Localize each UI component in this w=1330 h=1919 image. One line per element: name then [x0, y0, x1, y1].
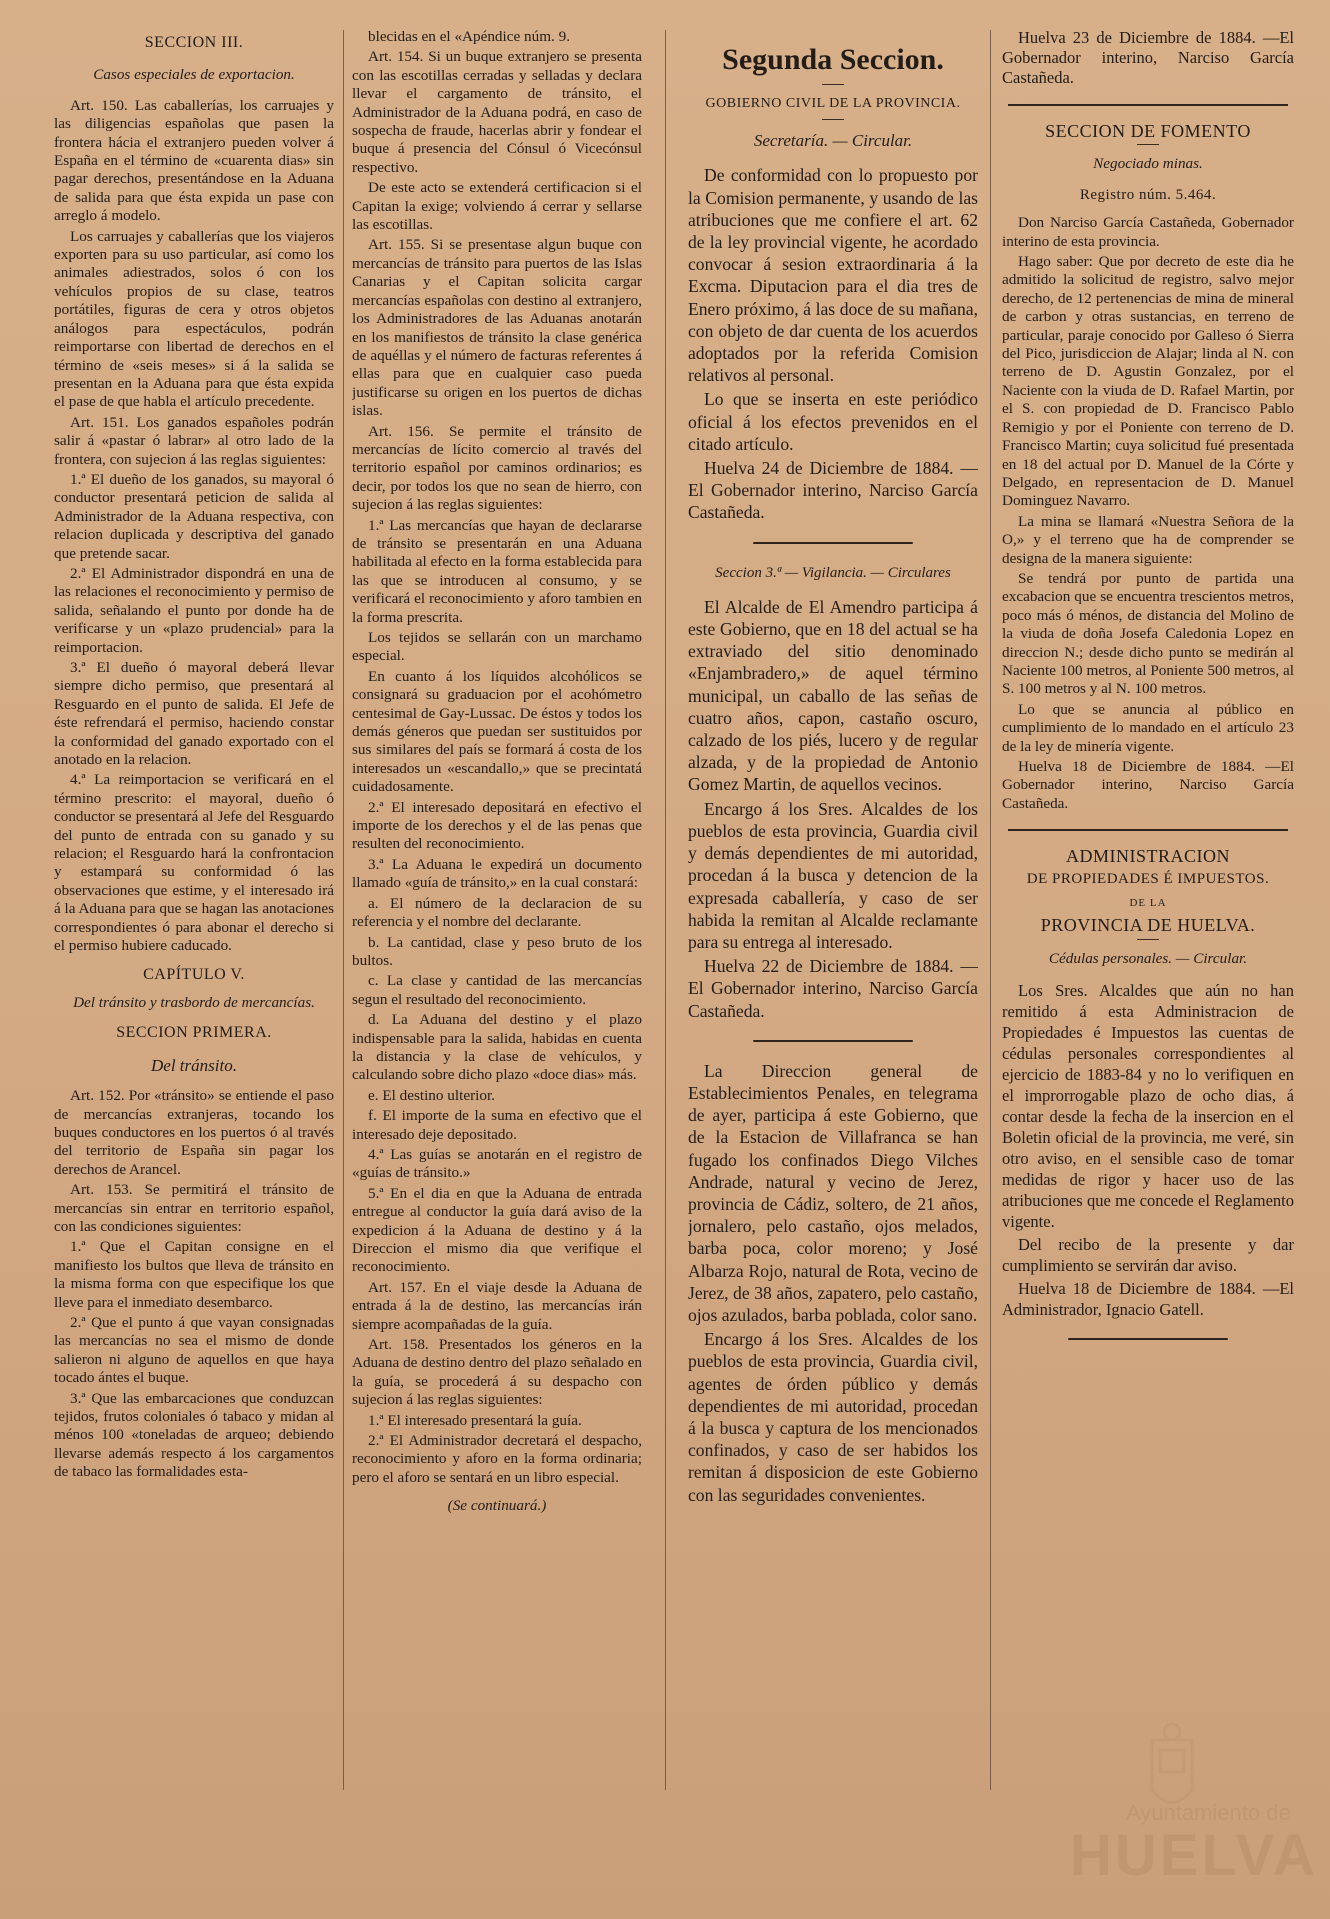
column-1 [54, 28, 334, 1808]
divider [822, 119, 844, 120]
paragraph: 1.ª Las mercancías que hayan de declararse de tránsito se presentarán en una Aduana habilitada al efecto en la forma establecida para las que se introducen al consumo, y se verificará el reconocimiento y aforo tambien en la forma prescrita. [352, 516, 642, 626]
circular-heading: Seccion 3.ª — Vigilancia. — Circulares [715, 564, 951, 581]
paragraph: Lo que se inserta en este periódico oficial á los efectos prevenidos en el citado artículo. [688, 389, 978, 454]
column-3 [688, 28, 978, 1808]
section-heading: Segunda Seccion. [722, 43, 944, 76]
separator [1008, 829, 1288, 831]
article-block [352, 28, 642, 1487]
continued-note: (Se continuará.) [447, 1497, 547, 1515]
paragraph: De conformidad con lo propuesto por la Comision permanente, y usando de las atribuciones que me confiere el art. 62 de la ley provincial vigente, he acordado convocar á sesion extraordinaria á la Excma. Diputacion para el dia tres de Enero próximo, á las doce de su mañana, con objeto de dar cuenta de los acuerdos adoptados por la referida Comision relativos al personal. [688, 165, 978, 386]
paragraph: La mina se llamará «Nuestra Señora de la O,» y el terreno que ha de comprender se designa de la manera siguiente: [1002, 512, 1294, 567]
circular-heading: Secretaría. — Circular. [753, 131, 913, 151]
registro-heading: Registro núm. 5.464. [1079, 186, 1217, 203]
paragraph: Lo que se anuncia al público en cumplimiento de lo mandado en el artículo 23 de la ley de minería vigente. [1002, 700, 1294, 755]
notice-block [688, 1060, 978, 1506]
paragraph: Del recibo de la presente y dar cumplimiento se servirán dar aviso. [1002, 1235, 1294, 1276]
notice-block [1002, 980, 1294, 1320]
section-subtitle: Casos especiales de exportacion. [93, 66, 295, 84]
article-block [54, 1087, 334, 1482]
paragraph: 1.ª El interesado presentará la guía. [368, 1411, 582, 1429]
paragraph: Se tendrá por punto de partida una excabacion que se encuentra trescientos metros, poco más ó ménos, de distancia del Molino de la viuda de doña Josefa Caledonia Lopez en direccion N.; desde dicho punto se medirán al Naciente 100 metros, al Poniente 500 metros, al S. 100 metros y al N. 100 metros. [1002, 569, 1294, 698]
paragraph: Los tejidos se sellarán con un marchamo especial. [352, 629, 642, 665]
paragraph: b. La cantidad, clase y peso bruto de los bultos. [352, 933, 642, 969]
paragraph: En cuanto á los líquidos alcohólicos se consignará su graduacion por el acohómetro centesimal de Gay-Lussac. De éstos y todos los demás géneros que puedan ser sustituidos por sus similares del país se formará á costa de los interesados un «escandallo,» que se precintatá cuidadosamente. [352, 667, 642, 796]
notice-block [688, 596, 978, 1022]
paragraph: Los carruajes y caballerías que los viajeros exporten para su uso particular, así como los animales adiestrados, solos ó con los vehículos propios de su clase, teatros portátiles, figuras de cera y otros objetos análogos para espectáculos, podrán reimportarse con libertad de derechos en el término de «seis meses» si á la salida se presentan en la Aduana para que ésta expida el pase de que habla el artículo precedente. [54, 227, 334, 411]
watermark-caption: Ayuntamiento de [1126, 1800, 1291, 1825]
paragraph: Art. 152. Por «tránsito» se entiende el paso de mercancías extranjeras, tocando los buques conductores en los puertos ó al través del territorio de España sin pagar los derechos de Arancel. [54, 1087, 334, 1178]
admin-heading: ADMINISTRACION [1066, 846, 1230, 867]
paragraph: Hago saber: Que por decreto de este dia he admitido la solicitud de registro, salvo mejor derecho, de 12 pertenencias de mina de mineral de carbon y otras sustancias, en terreno de particular, paraje conocido por Galleso ó Sierra del Pico, jurisdiccion de Alajar; linda al N. con terreno de D. Agustin Gonzalez, por el Naciente con la viuda de D. Rafael Martin, por el S. con propiedad de D. Francisco Pablo Remigio y por el Poniente con terreno de D. Francisco Martin; cuya solicitud fué presentada en 18 del actual por D. Manuel de la Córte y Delgado, en representacion de D. Manuel Dominguez Navarro. [1002, 253, 1294, 510]
government-heading: GOBIERNO CIVIL DE LA PROVINCIA. [705, 96, 961, 111]
paragraph: Art. 157. En el viaje desde la Aduana de entrada á la de destino, las mercancías irán siempre acompañadas de la guía. [352, 1278, 642, 1333]
paragraph: 2.ª El interesado depositará en efectivo el importe de los derechos y el de las penas que resulten del reconocimiento. [352, 798, 642, 853]
watermark-huelva: HUELVA [1070, 1823, 1318, 1888]
paragraph: 2.ª El Administrador dispondrá en una de las relaciones el reconocimiento y permiso de salida, señalando el punto por donde ha de verificarse y un «plazo prudencial» para la reimportacion. [54, 564, 334, 656]
separator [753, 1040, 913, 1042]
paragraph: Art. 155. Si se presentase algun buque con mercancías de tránsito para puertos de las Islas Canarias y el Capitan solicita cargar mercancías españolas con destino al extranjero, los Administradores de las Aduanas anotarán en los manifiestos de tránsito la clase genérica de aquéllas y el número de facturas referentes á ellas para que en cualquier caso pueda justificarse su origen en los puertos de dichas islas. [352, 236, 642, 420]
column-rule [343, 30, 344, 1790]
paragraph: e. El destino ulterior. [368, 1086, 495, 1104]
paragraph: 3.ª El dueño ó mayoral deberá llevar siempre dicho permiso, que presentará al Resguardo en el punto de salida. El Jefe de éste refrendará el permiso, haciendo constar la conformidad del ganado exportado con el anotado en la relacion. [54, 659, 334, 769]
paragraph: Art. 156. Se permite el tránsito de mercancías de lícito comercio al través del territorio español por caminos ordinarios; es decir, por todos los que no sean de hierro, con sujecion á las reglas siguientes: [352, 422, 642, 514]
paragraph: Art. 158. Presentados los géneros en la Aduana de destino dentro del plazo señalado en la guía, se procederá á su despacho con sujecion á las reglas siguientes: [352, 1336, 642, 1409]
separator [1068, 1338, 1228, 1340]
paragraph: 3.ª La Aduana le expedirá un documento llamado «guía de tránsito,» en la cual constará: [352, 855, 642, 892]
paragraph: Encargo á los Sres. Alcaldes de los pueblos de esta provincia, Guardia civil y demás dependientes de mi autoridad, procedan á la busca y detencion de la expresada caballería, y caso de ser habida la remitan al Alcalde reclamante para su entrega al interesado. [688, 798, 978, 952]
notice-block [1002, 214, 1294, 813]
chapter-subtitle: Del tránsito y trasbordo de mercancías. [73, 993, 315, 1011]
paragraph: 5.ª En el dia en que la Aduana de entrada entregue al conductor la guía dará aviso de la expedicion á la Aduana de destino y á la Direccion el mismo dia que verifique el reconocimiento. [352, 1184, 642, 1276]
paragraph: Huelva 18 de Diciembre de 1884. —El Administrador, Ignacio Gatell. [1002, 1279, 1294, 1320]
divider [1137, 939, 1159, 940]
cedulas-heading: Cédulas personales. — Circular. [1048, 949, 1248, 967]
paragraph: Encargo á los Sres. Alcaldes de los pueblos de esta provincia, Guardia civil, agentes de órden público y demás dependientes de mi autoridad, procedan á la busca y captura de los mencionados confinados, y caso de ser habidos los remitan á disposicion de este Gobierno con las seguridades convenientes. [688, 1329, 978, 1505]
paragraph: Huelva 24 de Diciembre de 1884. —El Gobernador interino, Narciso García Castañeda. [688, 458, 978, 523]
paragraph: 3.ª Que las embarcaciones que conduzcan tejidos, frutos coloniales ó tabaco y midan al ménos 100 «toneladas de arqueo; debiendo llevarse además respecto á los cargamentos de tabaco las formalidades esta- [54, 1389, 334, 1481]
divider [1137, 144, 1159, 145]
paragraph: 2.ª El Administrador decretará el despacho, reconocimiento y aforo en la forma ordinaria; pero el aforo se sentará en un libro especial. [352, 1432, 642, 1486]
paragraph: f. El importe de la suma en efectivo que el interesado deje depositado. [352, 1107, 642, 1143]
separator [1008, 104, 1288, 106]
column-rule [665, 30, 666, 1790]
paragraph: Huelva 22 de Diciembre de 1884. —El Gobernador interino, Narciso García Castañeda. [688, 956, 978, 1021]
paragraph: 1.ª El dueño de los ganados, su mayoral ó conductor presentará peticion de salida al Administrador de la Aduana respectiva, con relacion duplicada y descriptiva del ganado que pretende sacar. [54, 470, 334, 562]
paragraph: blecidas en el «Apéndice núm. 9. [368, 28, 571, 45]
paragraph: Art. 154. Si un buque extranjero se presenta con las escotillas cerradas y selladas y declara llevar el cargamento de tránsito, el Administrador de la Aduana podrá, en caso de sospecha de fraude, hacerlas abrir y fondear el buque á presencia del Cónsul ó Vicecónsul respectivo. [352, 48, 642, 176]
paragraph: a. El número de la declaracion de su referencia y el nombre del declarante. [352, 894, 642, 931]
chapter-title: CAPÍTULO V. [143, 965, 245, 983]
paragraph: Art. 151. Los ganados españoles podrán salir á «pastar ó labrar» al otro lado de la frontera, con sujecion á las reglas siguientes: [54, 413, 334, 468]
paragraph: Huelva 18 de Diciembre de 1884. —El Gobernador interino, Narciso García Castañeda. [1002, 758, 1294, 812]
section-title: SECCION III. [144, 34, 244, 51]
paragraph: Don Narciso García Castañeda, Gobernador interino de esta provincia. [1002, 214, 1294, 250]
paragraph: Art. 150. Las caballerías, los carruajes y las diligencias españolas que pasen la frontera hácia el extranjero pueden volver á España en el término de «cuarenta dias» sin pagar derechos, presentándose en la Aduana de salida para que ésta expida un pase con arreglo á modelo. [54, 96, 334, 225]
paragraph: 1.ª Que el Capitan consigne en el manifiesto los bultos que lleva de tránsito en la misma forma con que especifique los que lleve para el inmediato desembarco. [54, 1238, 334, 1311]
fomento-heading: SECCION DE FOMENTO [1045, 121, 1251, 141]
negociado-heading: Negociado minas. [1093, 155, 1203, 173]
paragraph: c. La clase y cantidad de las mercancías segun el resultado del reconocimiento. [352, 972, 642, 1008]
section-subtitle: Del tránsito. [151, 1055, 237, 1075]
article-block [54, 97, 334, 956]
admin-heading: PROVINCIA DE HUELVA. [1040, 915, 1256, 936]
notice-block [688, 164, 978, 523]
paragraph: 2.ª Que el punto á que vayan consignadas las mercancías no sea el mismo de donde salieron ni alguno de aquellos en que haya tocado ántes el buque. [54, 1314, 334, 1387]
paragraph: Los Sres. Alcaldes que aún no han remitido á esta Administracion de Propiedades é Impuestos las cuentas de cédulas personales correspondientes al ejercicio de 1883-84 y no lo verifiquen en el improrrogable plazo de ocho dias, á contar desde la fecha de la insercion en el Boletin oficial de la provincia, me veré, sin otro aviso, en el sensible caso de tomar medidas de rigor y hacer uso de las atribuciones que me concede el Reglamento vigente. [1002, 981, 1294, 1232]
paragraph: d. La Aduana del destino y el plazo indispensable para la salida, habidas en cuenta la distancia y la clase de vehículos, y calculando sobre dicho plazo «doce dias» más. [352, 1011, 642, 1084]
admin-heading: DE PROPIEDADES É IMPUESTOS. [1026, 870, 1270, 887]
paragraph: El Alcalde de El Amendro participa á este Gobierno, que en 18 del actual se ha extraviado del sitio denominado «Enjambradero,» de aquel término municipal, un caballo de las señas de cuatro años, capon, castaño oscuro, calzado de los piés, lucero y de regular alzada, y de la propiedad de Antonio Gomez Martin, de aquellos vecinos. [688, 596, 978, 795]
paragraph: 4.ª La reimportacion se verificará en el término prescrito: el mayoral, dueño ó conductor se presentará al Jefe del Resguardo del punto de entrada con su ganado y su relacion; el Resguardo hará la confrontacion y estampará su conformidad ó las observaciones que estime, y el interesado irá á la Aduana para que se hagan las anotaciones correspondientes ó para abonar el derecho si el permiso hubiere caducado. [54, 771, 334, 955]
paragraph: 4.ª Las guías se anotarán en el registro de «guías de tránsito.» [352, 1145, 642, 1182]
paragraph: Art. 153. Se permitirá el tránsito de mercancías sin entrar en territorio español, con las condiciones siguientes: [54, 1181, 334, 1235]
column-rule [990, 30, 991, 1790]
admin-heading: DE LA [1129, 897, 1167, 910]
signature-paragraph: Huelva 23 de Diciembre de 1884. —El Gobernador interino, Narciso García Castañeda. [1002, 28, 1294, 87]
divider [822, 84, 844, 85]
section-title: SECCION PRIMERA. [116, 1024, 272, 1042]
column-4 [1002, 28, 1294, 1788]
separator [753, 542, 913, 544]
paragraph: De este acto se extenderá certificacion si el Capitan la exige; volviendo á cerrar y sellarse las escotillas. [352, 179, 642, 234]
paragraph: La Direccion general de Establecimientos Penales, en telegrama de ayer, participa á este Gobierno, que de la Estacion de Villafranca se han fugado los confinados Diego Vilches Andrade, natural y vecino de Jerez, provincia de Cádiz, soltero, de 21 años, jornalero, pelo castaño, ojos melados, barba poca, color moreno; y José Albarza Rojo, natural de Rota, vecino de Jerez, de 38 años, zapatero, pelo castaño, ojos azulados, barba poblada, color sano. [688, 1060, 978, 1325]
column-2 [352, 28, 642, 1808]
